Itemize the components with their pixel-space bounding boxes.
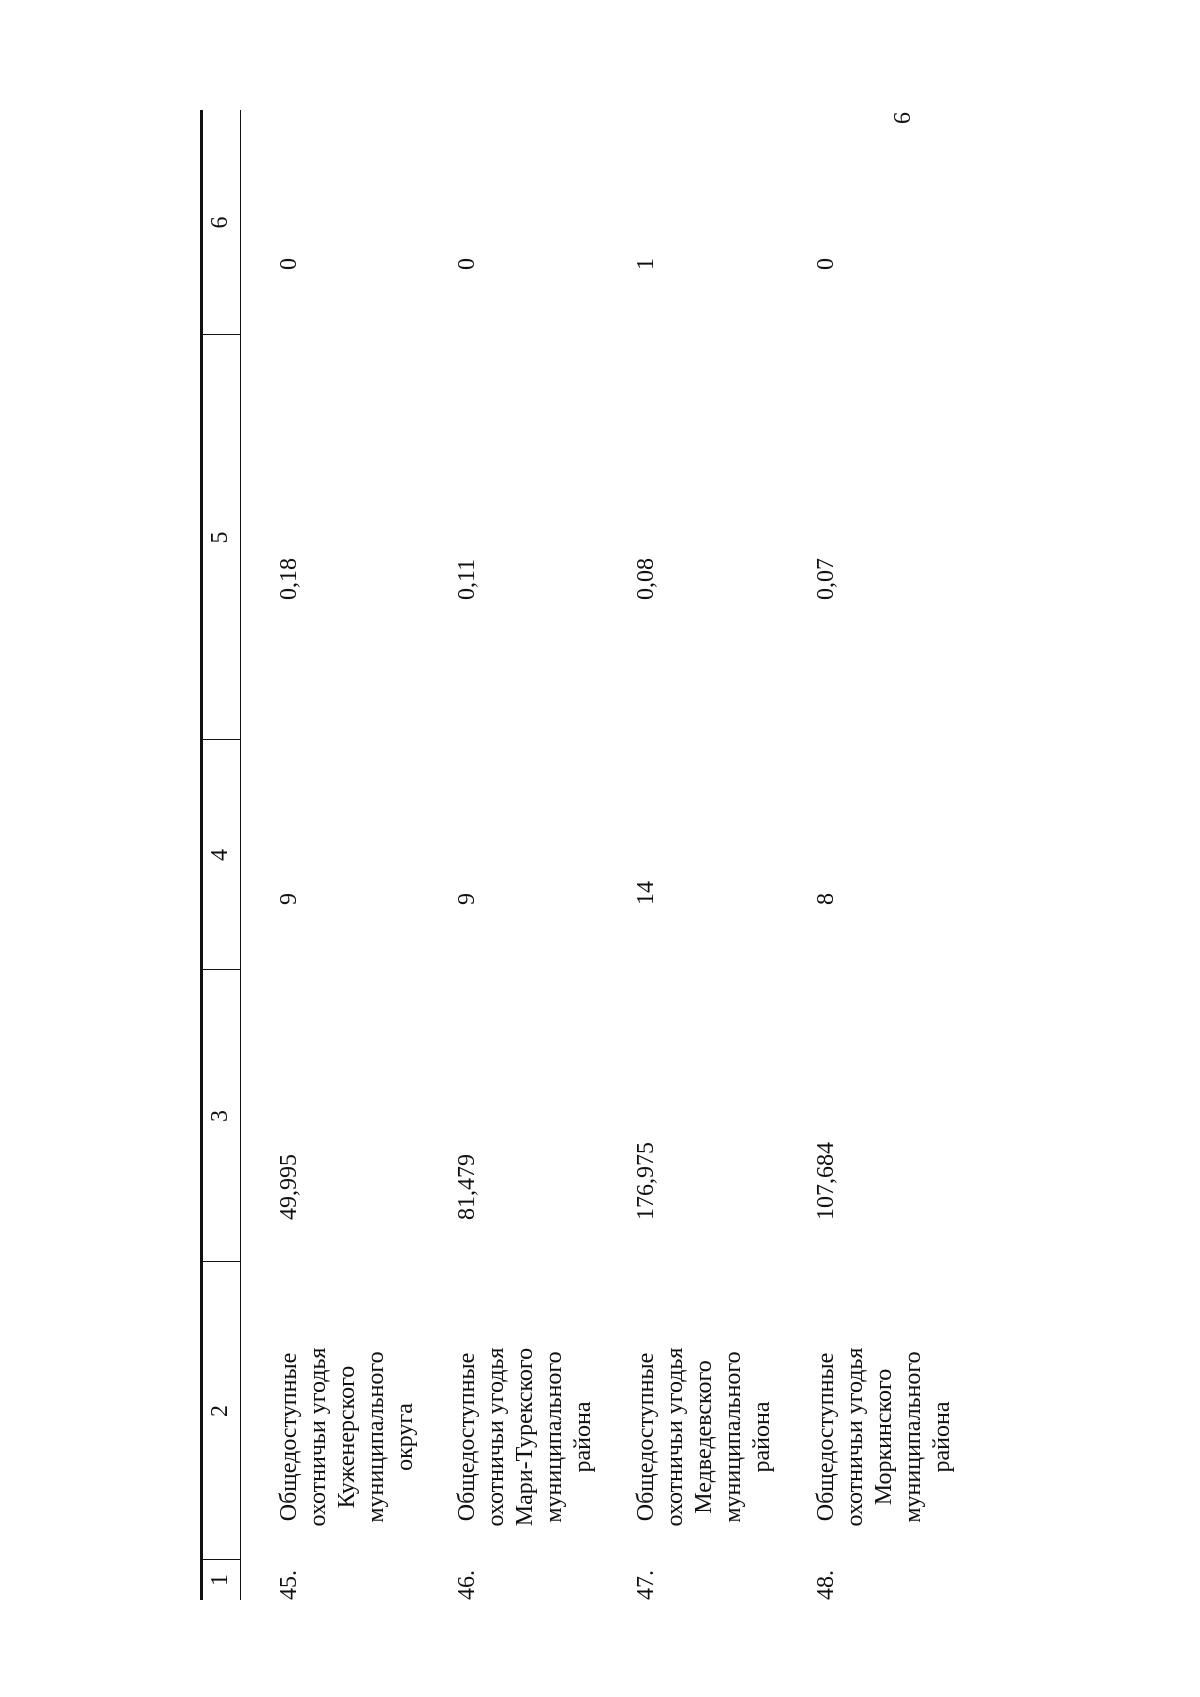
row-value-5: 0,18 — [276, 558, 302, 600]
row-value-3: 49,995 — [276, 1154, 302, 1220]
header-col-2: 2 — [207, 1405, 233, 1417]
row-name: Общедоступные охотничьи угодья Мари-Турекского муниципального района — [454, 1347, 596, 1527]
header-col-5: 5 — [207, 531, 233, 544]
row-number: 48. — [813, 1570, 839, 1600]
header-col-4: 4 — [207, 849, 233, 861]
header-col-1: 1 — [207, 1574, 233, 1586]
row-number: 45. — [276, 1570, 302, 1600]
row-value-3: 107,684 — [813, 1142, 839, 1220]
page-number: 9 — [888, 112, 914, 124]
row-value-6: 0 — [276, 258, 302, 270]
row-value-5: 0,07 — [813, 558, 839, 600]
row-name: Общедоступные охотничьи угодья Куженерского муниципального округа — [276, 1347, 418, 1527]
row-value-4: 9 — [454, 893, 480, 905]
row-value-6: 1 — [633, 258, 659, 270]
row-value-5: 0,11 — [454, 558, 480, 600]
row-value-6: 0 — [813, 258, 839, 270]
header-col-6: 6 — [207, 216, 233, 229]
row-value-4: 8 — [813, 893, 839, 905]
row-value-4: 14 — [633, 881, 659, 905]
row-number: 47. — [633, 1570, 659, 1600]
row-value-5: 0,08 — [633, 558, 659, 600]
row-name: Общедоступные охотничьи угодья Медведевского муниципального района — [633, 1347, 775, 1527]
row-value-4: 9 — [276, 893, 302, 905]
row-value-3: 176,975 — [633, 1142, 659, 1220]
header-col-3: 3 — [207, 1110, 233, 1122]
row-name: Общедоступные охотничьи угодья Моркинского муниципального района — [813, 1347, 955, 1527]
row-number: 46. — [454, 1570, 480, 1600]
data-table — [200, 110, 1200, 1600]
row-value-6: 0 — [454, 258, 480, 270]
row-value-3: 81,479 — [454, 1154, 480, 1220]
header-bottom-rule — [240, 110, 241, 1600]
